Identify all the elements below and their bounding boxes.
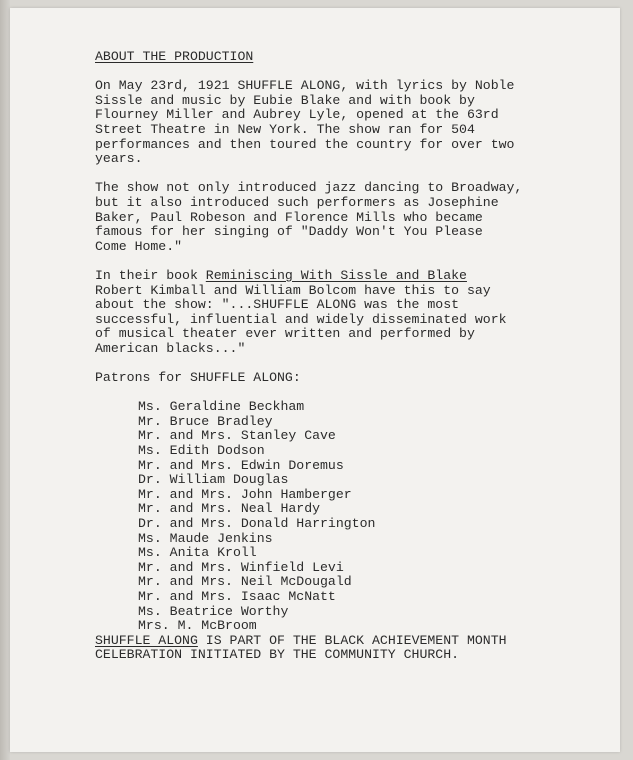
patron-item: Ms. Geraldine Beckham: [138, 399, 305, 415]
text-line: Robert Kimball and William Bolcom have this to say: [95, 282, 491, 298]
patron-item: Mr. and Mrs. John Hamberger: [138, 486, 352, 502]
text-line: about the show: "...SHUFFLE ALONG was the most: [95, 297, 460, 313]
book-title: Reminiscing With Sissle and Blake: [205, 267, 467, 283]
text-line: Baker, Paul Robeson and Florence Mills who became: [95, 209, 483, 225]
patron-item: Mrs. M. McBroom: [138, 618, 257, 634]
patrons-list: [95, 400, 595, 634]
patron-item: Mr. and Mrs. Stanley Cave: [138, 428, 336, 444]
paragraph-history: [95, 79, 595, 167]
page-content: [95, 50, 595, 663]
patron-item: Mr. Bruce Bradley: [138, 413, 273, 429]
book-intro: In their book: [95, 267, 206, 283]
text-line: [95, 269, 595, 284]
text-line: performances and then toured the country for over two: [95, 136, 515, 152]
patron-item: Mr. and Mrs. Winfield Levi: [138, 559, 344, 575]
text-line: American blacks...": [95, 340, 246, 356]
patron-item: Dr. William Douglas: [138, 472, 289, 488]
section-heading: [95, 50, 595, 65]
heading-text: ABOUT THE PRODUCTION: [95, 49, 254, 64]
show-name: SHUFFLE ALONG: [95, 632, 198, 648]
patron-item: Mr. and Mrs. Isaac McNatt: [138, 588, 336, 604]
patron-item: Ms. Maude Jenkins: [138, 530, 273, 546]
text-line: Sissle and music by Eubie Blake and with book by: [95, 92, 475, 108]
text-line: famous for her singing of "Daddy Won't You Please: [95, 224, 483, 240]
patron-item: Mr. and Mrs. Edwin Doremus: [138, 457, 344, 473]
binding-edge: [0, 0, 10, 760]
patron-item: Ms. Edith Dodson: [138, 443, 265, 459]
text-line: The show not only introduced jazz dancing to Broadway,: [95, 180, 523, 196]
text-line: [95, 634, 595, 649]
text-line: On May 23rd, 1921 SHUFFLE ALONG, with lyrics by Noble: [95, 78, 515, 94]
paragraph-performers: [95, 181, 595, 254]
patron-item: Ms. Anita Kroll: [138, 545, 257, 561]
text-line: successful, influential and widely disseminated work: [95, 311, 507, 327]
text-line: years.: [95, 151, 143, 167]
patron-item: Ms. Beatrice Worthy: [138, 603, 289, 619]
patron-item: Dr. and Mrs. Donald Harrington: [138, 516, 376, 531]
text-line: of musical theater ever written and performed by: [95, 326, 475, 342]
text-line: Come Home.": [95, 238, 183, 254]
patrons-heading: Patrons for SHUFFLE ALONG:: [95, 370, 301, 386]
paragraph-quote: [95, 269, 595, 357]
closing-line-rest: IS PART OF THE BLACK ACHIEVEMENT MONTH: [197, 632, 507, 648]
patron-item: Mr. and Mrs. Neal Hardy: [138, 501, 321, 517]
text-line: but it also introduced such performers as Josephine: [95, 194, 499, 210]
closing-statement: [95, 634, 595, 663]
text-line: CELEBRATION INITIATED BY THE COMMUNITY CHURCH.: [95, 647, 460, 663]
text-line: Street Theatre in New York. The show ran for 504: [95, 121, 475, 137]
patron-item: Mr. and Mrs. Neil McDougald: [138, 574, 352, 590]
text-line: Flourney Miller and Aubrey Lyle, opened at the 63rd: [95, 107, 499, 123]
